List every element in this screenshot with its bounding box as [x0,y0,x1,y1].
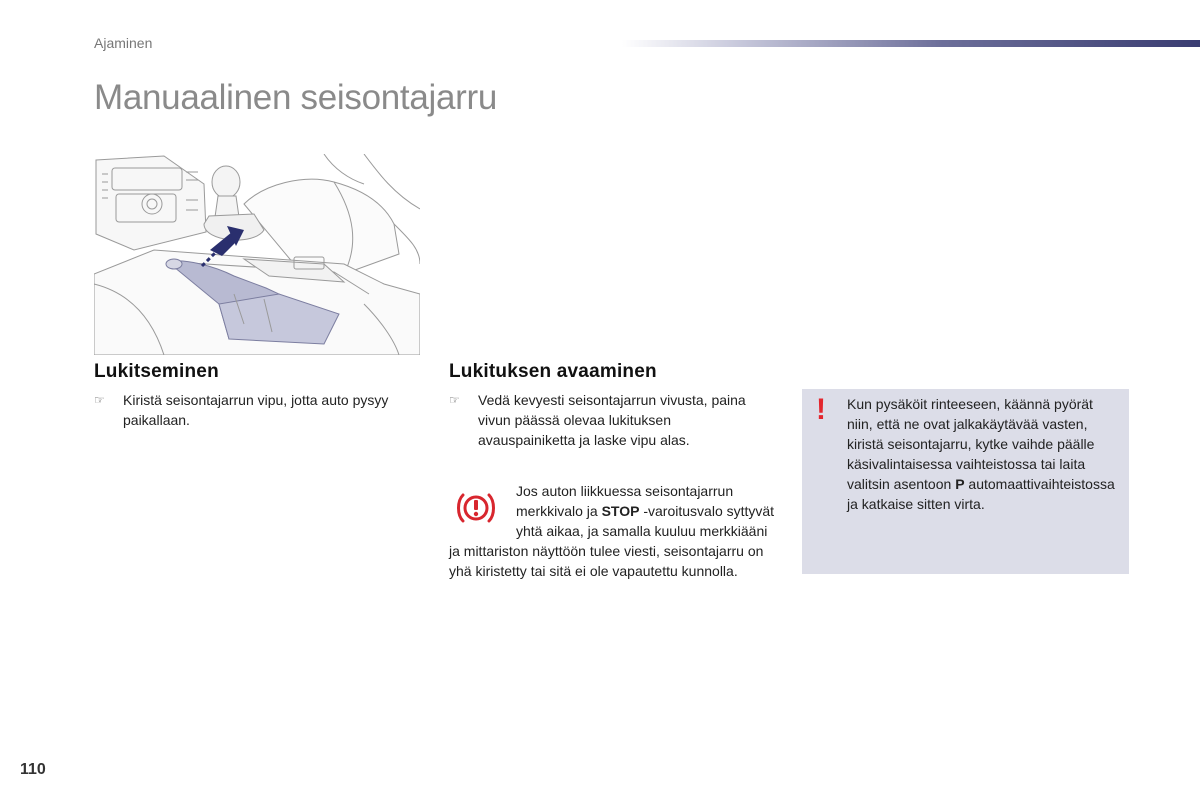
header-gradient-bar [622,40,1200,47]
notice-text-after: automaattivaihteistossa ja katkaise sitten virta. [847,476,1115,512]
section-label: Ajaminen [94,35,153,51]
locking-instruction-text: Kiristä seisontajarrun vipu, jotta auto pysyy paikallaan. [123,392,389,428]
page-number: 110 [20,761,46,778]
locking-instruction [94,390,424,430]
brake-warning-paragraph [449,481,779,581]
pointing-hand-icon: ☞ [94,393,105,407]
page-title: Manuaalinen seisontajarru [94,78,498,117]
p-position-label: P [955,476,965,492]
unlocking-heading: Lukituksen avaaminen [449,361,657,382]
unlocking-instruction-text: Vedä kevyesti seisontajarrun vivusta, paina vivun päässä olevaa lukituksen avauspainiketta ja laske vipu alas. [478,392,746,448]
parking-brake-warning-icon [455,489,497,527]
locking-heading: Lukitseminen [94,361,219,382]
stop-label: STOP [601,503,640,519]
pointing-hand-icon: ☞ [449,393,460,407]
warning-text-after: -varoitusvalo syttyvät yhtä aikaa, ja samalla kuuluu merkkiääni ja mittariston näyttöön tulee viesti, seisontajarru on yhä kiristetty tai sitä ei ole vapautettu kunnolla. [449,503,775,579]
notice-text-before: Kun pysäköit rinteeseen, käännä pyörät niin, että ne ovat jalkakäytävää vasten, kiristä seisontajarru, kytke vaihde päälle käsivalintaisessa vaihteistossa tai laita valitsin asentoon [847,396,1095,492]
exclamation-icon: ! [816,393,826,426]
parking-notice-box [802,389,1129,574]
unlocking-instruction [449,390,749,450]
warning-text-before: Jos auton liikkuessa seisontajarrun merkkivalo ja [516,483,734,519]
parking-brake-illustration [94,154,420,355]
parking-notice-text [847,394,1119,514]
